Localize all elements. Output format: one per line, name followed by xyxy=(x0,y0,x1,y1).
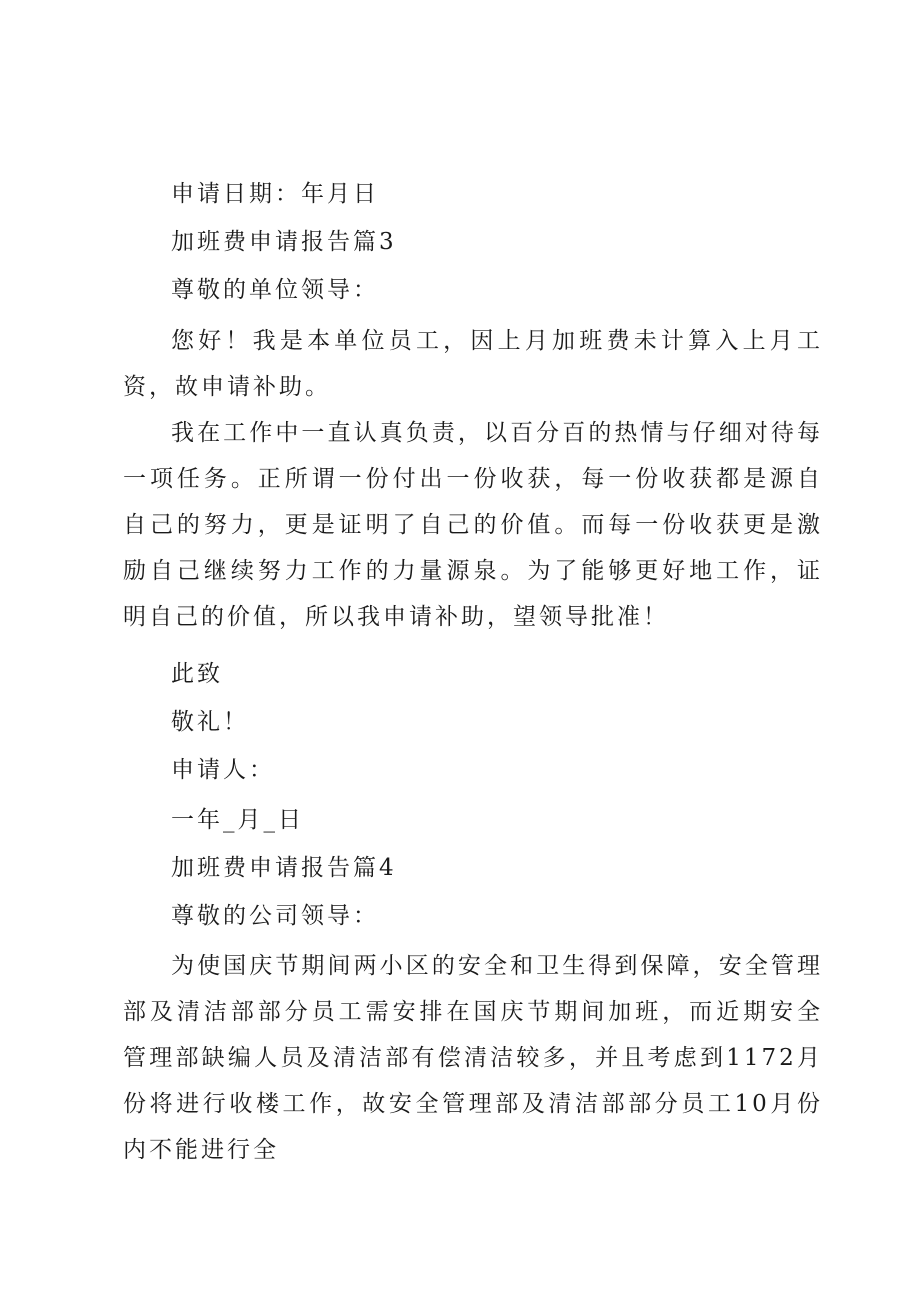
paragraph-work-attitude: 我在工作中一直认真负责，以百分百的热情与仔细对待每一项任务。正所谓一份付出一份收获，每一份收获都是源自自己的努力，更是证明了自己的价值。而每一份收获更是激励自己继续努力工作的力量源泉。为了能够更好地工作，证明自己的价值，所以我申请补助，望领导批准！ xyxy=(123,420,823,630)
closing-cizhi: 此致 xyxy=(171,661,223,687)
salutation-company-leaders: 尊敬的公司领导： xyxy=(171,903,379,929)
section-heading-3: 加班费申请报告篇3 xyxy=(171,229,397,255)
salutation-unit-leaders: 尊敬的单位领导： xyxy=(171,277,379,303)
date-blank-line: 一年_月_日 xyxy=(171,807,304,833)
applicant-line: 申请人： xyxy=(171,757,275,783)
paragraph-national-day-overtime: 为使国庆节期间两小区的安全和卫生得到保障，安全管理部及清洁部部分员工需安排在国庆节期间加班，而近期安全管理部缺编人员及清洁部有偿清洁较多，并且考虑到1172月份将进行收楼工作，故安全管理部及清洁部部分员工10月份内不能进行全 xyxy=(123,953,823,1163)
apply-date-line: 申请日期：年月日 xyxy=(171,181,379,207)
section-heading-4: 加班费申请报告篇4 xyxy=(171,855,397,881)
paragraph-greeting: 您好！我是本单位员工，因上月加班费未计算入上月工资，故申请补助。 xyxy=(123,328,823,400)
closing-jingli: 敬礼！ xyxy=(171,709,249,735)
